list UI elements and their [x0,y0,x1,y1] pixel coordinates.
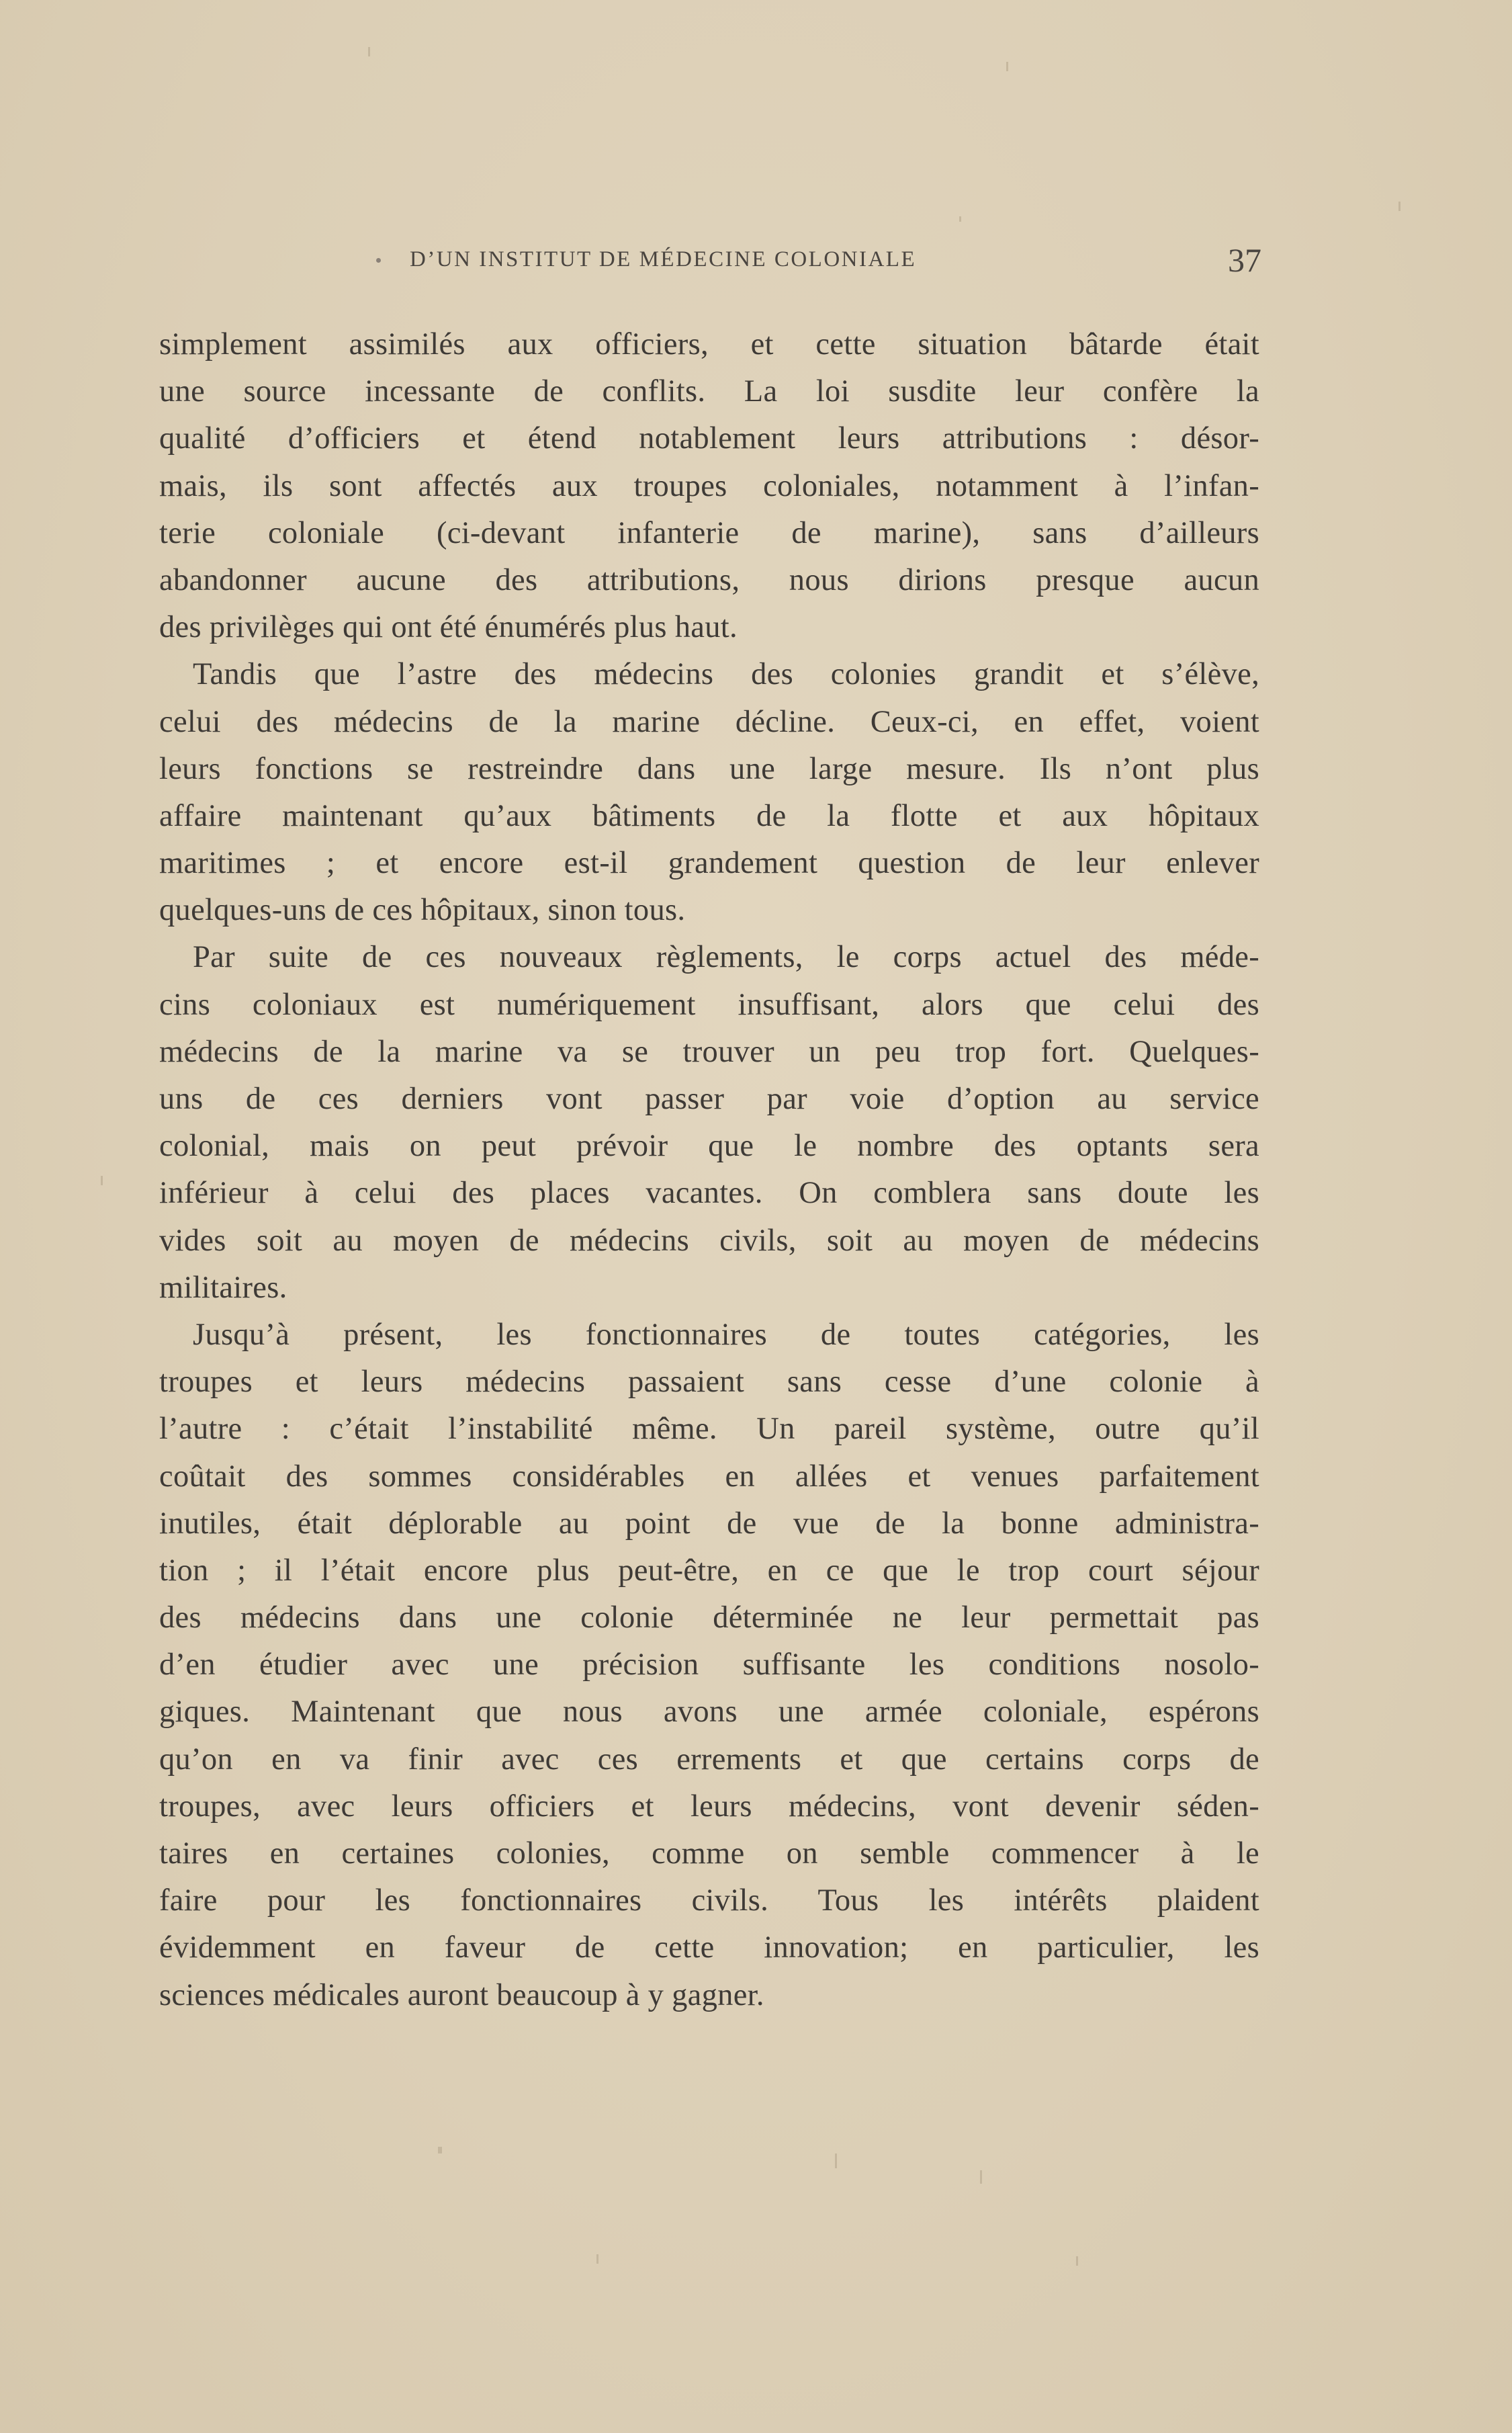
text-line: abandonner aucune des attributions, nous dirions presque aucun [159,562,1259,597]
text-line: tion ; il l’était encore plus peut-être, en ce que le trop court séjour [159,1553,1259,1588]
text-line: d’en étudier avec une précision suffisante les conditions nosolo- [159,1648,1259,1682]
paper-speck [368,47,370,56]
text-line: une source incessante de conflits. La loi susdite leur confère la [159,374,1259,409]
running-header [376,243,1261,284]
text-line: quelques-uns de ces hôpitaux, sinon tous. [159,893,686,928]
text-line: qu’on en va finir avec ces errements et que certains corps de [159,1742,1259,1777]
paper-speck [101,1176,103,1185]
text-line: militaires. [159,1270,287,1305]
paper-speck [596,2254,598,2264]
text-line: coûtait des sommes considérables en allées et venues parfaitement [159,1459,1259,1494]
paper-speck [980,2170,982,2184]
text-line: vides soit au moyen de médecins civils, soit au moyen de médecins [159,1223,1259,1258]
text-line: simplement assimilés aux officiers, et cette situation bâtarde était [159,327,1259,361]
text-line: faire pour les fonctionnaires civils. Tous les intérêts plaident [159,1883,1259,1918]
text-line: évidemment en faveur de cette innovation; en particulier, les [159,1930,1259,1965]
text-line: leurs fonctions se restreindre dans une large mesure. Ils n’ont plus [159,751,1259,786]
text-line: Jusqu’à présent, les fonctionnaires de toutes catégories, les [193,1317,1259,1352]
text-line: maritimes ; et encore est-il grandement question de leur enlever [159,846,1259,881]
text-line: cins coloniaux est numériquement insuffisant, alors que celui des [159,987,1259,1022]
paper-speck [1006,62,1008,71]
paper-speck [835,2153,837,2168]
text-line: terie coloniale (ci-devant infanterie de marine), sans d’ailleurs [159,515,1259,550]
page-number: 37 [1228,241,1261,279]
text-line: troupes, avec leurs officiers et leurs médecins, vont devenir séden- [159,1789,1259,1824]
text-line: affaire maintenant qu’aux bâtiments de la flotte et aux hôpitaux [159,798,1259,833]
text-line: inutiles, était déplorable au point de vue de la bonne administra- [159,1506,1259,1541]
text-line: qualité d’officiers et étend notablement leurs attributions : désor- [159,421,1259,456]
text-line: Par suite de ces nouveaux règlements, le corps actuel des méde- [193,940,1259,975]
paper-speck [959,216,961,222]
header-dot-mark [376,258,381,263]
text-line: colonial, mais on peut prévoir que le nombre des optants sera [159,1129,1259,1164]
text-line: celui des médecins de la marine décline. Ceux-ci, en effet, voient [159,704,1259,739]
text-line: l’autre : c’était l’instabilité même. Un pareil système, outre qu’il [159,1412,1259,1447]
text-line: uns de ces derniers vont passer par voie d’option au service [159,1082,1259,1116]
text-line: sciences médicales auront beaucoup à y gagner. [159,1977,764,2012]
text-line: des médecins dans une colonie déterminée ne leur permettait pas [159,1600,1259,1635]
running-title: D’UN INSTITUT DE MÉDECINE COLONIALE [410,247,917,271]
text-line: des privilèges qui ont été énumérés plus haut. [159,610,738,645]
paper-speck [1398,202,1400,211]
text-line: inférieur à celui des places vacantes. On comblera sans doute les [159,1176,1259,1211]
text-line: troupes et leurs médecins passaient sans cesse d’une colonie à [159,1365,1259,1400]
paper-speck [438,2147,442,2153]
text-line: Tandis que l’astre des médecins des colonies grandit et s’élève, [193,657,1259,692]
text-line: médecins de la marine va se trouver un peu trop fort. Quelques- [159,1034,1259,1069]
body-text [159,321,1259,2019]
text-line: taires en certaines colonies, comme on semble commencer à le [159,1836,1259,1871]
text-line: mais, ils sont affectés aux troupes coloniales, notamment à l’infan- [159,468,1259,503]
paper-speck [1076,2256,1078,2266]
text-line: giques. Maintenant que nous avons une armée coloniale, espérons [159,1695,1259,1730]
